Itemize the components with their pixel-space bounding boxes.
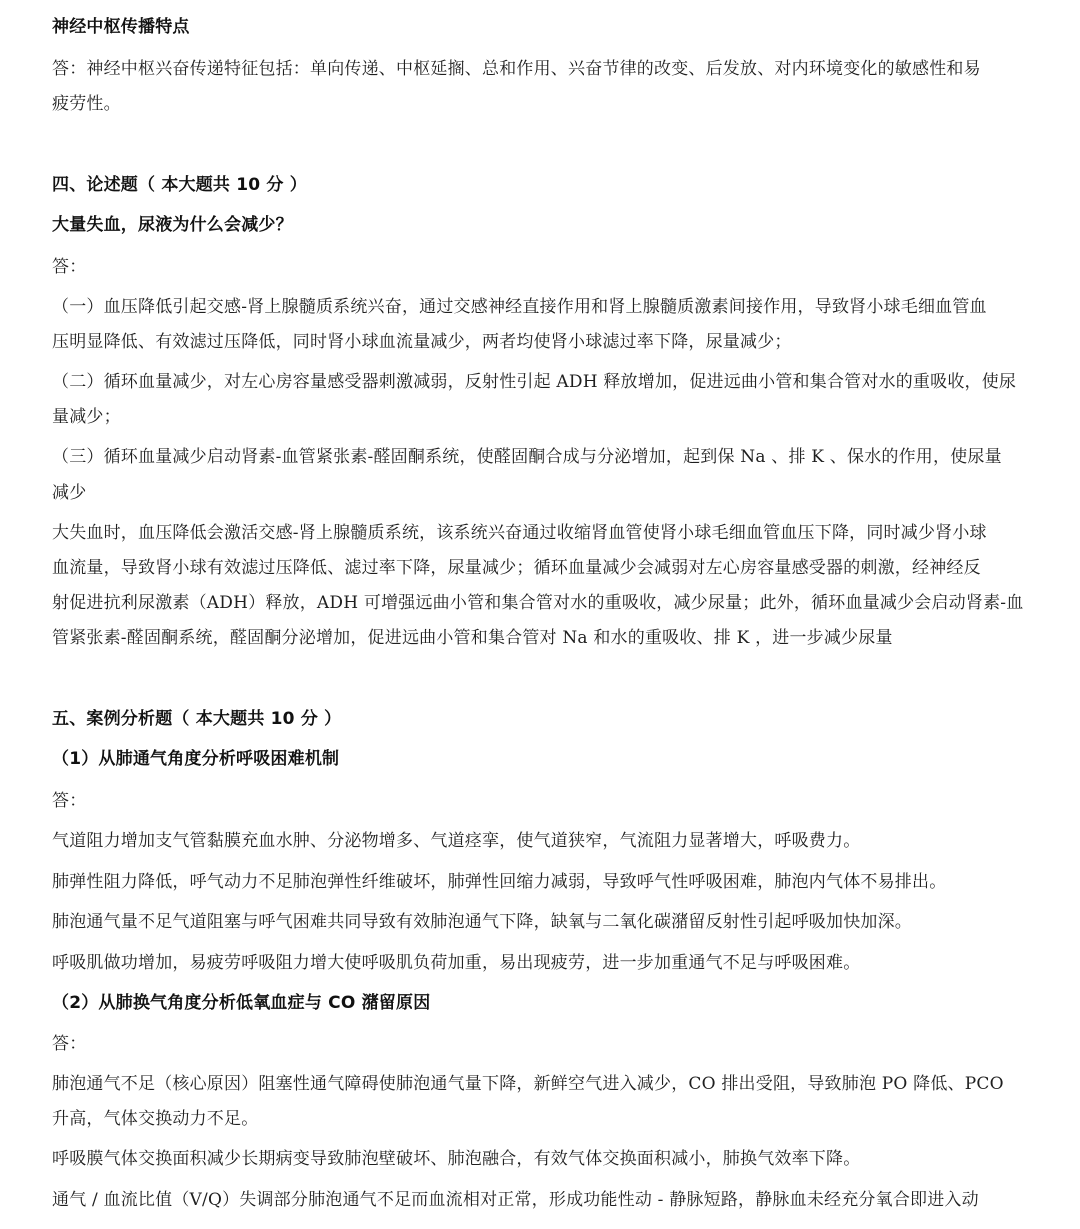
answer-line: （三）循环血量减少启动肾素-血管紧张素-醛固酮系统，使醛固酮合成与分泌增加，起到保 Na 、排 K 、保水的作用，使尿量 — [52, 447, 1002, 467]
answer-line: 肺弹性阻力降低，呼气动力不足肺泡弹性纤维破坏，肺弹性回缩力减弱，导致呼气性呼吸困难，肺泡内气体不易排出。 — [52, 872, 947, 892]
answer-line: 肺泡通气量不足气道阻塞与呼气困难共同导致有效肺泡通气下降，缺氧与二氧化碳潴留反射性引起呼吸加快加深。 — [52, 912, 912, 932]
answer-line: 压明显降低、有效滤过压降低，同时肾小球血流量减少，两者均使肾小球滤过率下降，尿量减少； — [52, 332, 792, 352]
answer-line: 气道阻力增加支气管黏膜充血水肿、分泌物增多、气道痉挛，使气道狭窄，气流阻力显著增大，呼吸费力。 — [52, 831, 861, 851]
answer-label: 答： — [52, 257, 87, 277]
answer-line: 呼吸膜气体交换面积减少长期病变导致肺泡壁破坏、肺泡融合，有效气体交换面积减小，肺换气效率下降。 — [52, 1149, 861, 1169]
answer-line: （二）循环血量减少，对左心房容量感受器刺激减弱，反射性引起 ADH 释放增加，促进远曲小管和集合管对水的重吸收，使尿 — [52, 372, 1017, 392]
answer-line: 血流量，导致肾小球有效滤过压降低、滤过率下降，尿量减少；循环血量减少会减弱对左心房容量感受器的刺激，经神经反 — [52, 558, 981, 578]
answer-line: 管紧张素-醛固酮系统，醛固酮分泌增加，促进远曲小管和集合管对 Na 和水的重吸收、排 K ，进一步减少尿量 — [52, 628, 893, 648]
answer-line: 疲劳性。 — [52, 94, 121, 114]
answer-line: 肺泡通气不足（核心原因）阻塞性通气障碍使肺泡通气量下降，新鲜空气进入减少，CO 排出受阻，导致肺泡 PO 降低、PCO — [52, 1074, 1004, 1094]
section-heading: 五、案例分析题（ 本大题共 10 分 ） — [52, 709, 342, 729]
answer-line: 通气 / 血流比值（V/Q）失调部分肺泡通气不足而血流相对正常，形成功能性动 - 静脉短路，静脉血未经充分氧合即进入动 — [52, 1190, 979, 1210]
question-title: 神经中枢传播特点 — [52, 17, 190, 37]
answer-line: （一）血压降低引起交感-肾上腺髓质系统兴奋，通过交感神经直接作用和肾上腺髓质激素间接作用，导致肾小球毛细血管血 — [52, 297, 987, 317]
answer-line: 呼吸肌做功增加，易疲劳呼吸阻力增大使呼吸肌负荷加重，易出现疲劳，进一步加重通气不足与呼吸困难。 — [52, 953, 861, 973]
answer-line: 射促进抗利尿激素（ADH）释放，ADH 可增强远曲小管和集合管对水的重吸收，减少尿量；此外，循环血量减少会启动肾素-血 — [52, 593, 1024, 613]
subquestion-title: （1）从肺通气角度分析呼吸困难机制 — [52, 749, 340, 769]
question-title: 大量失血，尿液为什么会减少？ — [52, 215, 293, 235]
answer-label: 答： — [52, 1034, 87, 1054]
section-heading: 四、论述题（ 本大题共 10 分 ） — [52, 175, 307, 195]
answer-line: 答：神经中枢兴奋传递特征包括：单向传递、中枢延搁、总和作用、兴奋节律的改变、后发放、对内环境变化的敏感性和易 — [52, 59, 981, 79]
answer-line: 减少 — [52, 483, 87, 503]
answer-label: 答： — [52, 791, 87, 811]
subquestion-title: （2）从肺换气角度分析低氧血症与 CO 潴留原因 — [52, 993, 431, 1013]
answer-line: 升高，气体交换动力不足。 — [52, 1109, 259, 1129]
answer-line: 大失血时，血压降低会激活交感-肾上腺髓质系统，该系统兴奋通过收缩肾血管使肾小球毛细血管血压下降，同时减少肾小球 — [52, 523, 987, 543]
answer-line: 量减少； — [52, 407, 121, 427]
